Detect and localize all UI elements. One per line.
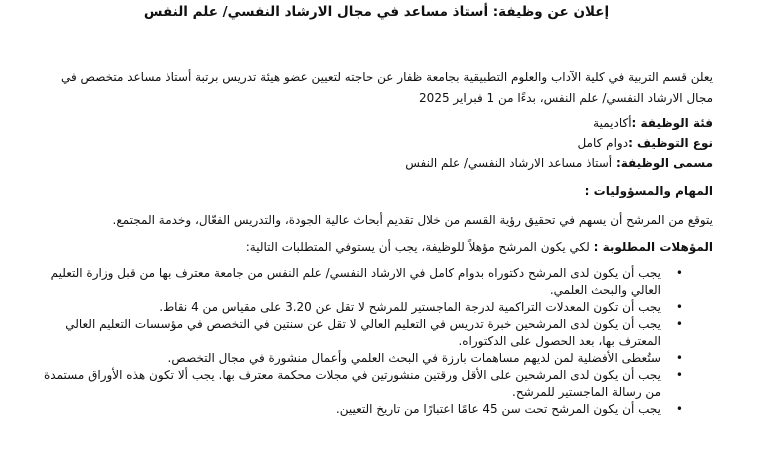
job-category-label: فئة الوظيفة : (631, 116, 713, 130)
requirements-list (40, 265, 713, 418)
list-item-text: يجب أن يكون لدى المرشح دكتوراه بدوام كامل في الارشاد النفسي/ علم النفس من جامعة معترف بها من قبل وزارة التعليم العالي والبحث العلمي. (50, 266, 661, 297)
intro-paragraph: يعلن قسم التربية في كلية الآداب والعلوم التطبيقية بجامعة ظفار عن حاجته لتعيين عضو هيئة تدريس برتبة أستاذ مساعد متخصص في مجال الارشاد النفسي/ علم النفس، بدءًا من 1 فبراير 2025 (60, 70, 713, 105)
bullet-icon: • (675, 368, 683, 382)
employment-type-row (40, 133, 713, 153)
employment-type-value: دوام كامل (577, 136, 629, 150)
list-item (40, 401, 683, 418)
list-item-text: ستُعطى الأفضلية لمن لديهم مساهمات بارزة في البحث العلمي وأعمال منشورة في مجال التخصص. (167, 351, 661, 365)
requirements-text: لكي يكون المرشح مؤهلاً للوظيفة، يجب أن يستوفي المتطلبات التالية: (245, 240, 594, 254)
job-category-row (40, 113, 713, 133)
bullet-icon: • (675, 317, 683, 331)
duties-paragraph: يتوقع من المرشح أن يسهم في تحقيق رؤية القسم من خلال تقديم أبحاث عالية الجودة، والتدريس الفعّال، وخدمة المجتمع. (112, 213, 713, 227)
job-facts (40, 113, 713, 173)
list-item-text: يجب أن يكون لدى المرشحين خبرة تدريس في التعليم العالي لا تقل عن سنتين في التخصص في مؤسسات التعليم العالي المعترف بها، بعد الحصول على الدكتوراه. (65, 317, 661, 348)
requirements-intro (40, 237, 713, 257)
document-title: إعلان عن وظيفة: أستاذ مساعد في مجال الارشاد النفسي/ علم النفس (143, 4, 610, 20)
job-category-value: أكاديمية (593, 116, 632, 130)
list-item (40, 316, 683, 350)
bullet-icon: • (675, 351, 683, 365)
requirements-label: المؤهلات المطلوبة : (593, 240, 713, 254)
duties-heading: المهام والمسؤوليات : (584, 184, 713, 198)
list-item (40, 265, 683, 299)
bullet-icon: • (675, 300, 683, 314)
list-item (40, 299, 683, 316)
list-item-text: يجب أن تكون المعدلات التراكمية لدرجة الماجستير للمرشح لا تقل عن 3.20 على مقياس من 4 نقاط. (159, 300, 661, 314)
list-item (40, 350, 683, 367)
job-title-value: أستاذ مساعد الارشاد النفسي/ علم النفس (405, 156, 616, 170)
list-item-text: يجب أن يكون المرشح تحت سن 45 عامًا اعتبارًا من تاريخ التعيين. (335, 402, 661, 416)
list-item-text: يجب أن يكون لدى المرشحين على الأقل ورقتين منشورتين في مجلات محكمة معترف بها. يجب ألا تكون هذه الأوراق مستمدة من رسالة الماجستير للمرشح. (43, 368, 661, 399)
bullet-icon: • (675, 402, 683, 416)
bullet-icon: • (675, 266, 683, 280)
job-title-label: مسمى الوظيفة: (615, 156, 713, 170)
job-title-row (40, 153, 713, 173)
list-item (40, 367, 683, 401)
employment-type-label: نوع التوظيف : (628, 136, 713, 150)
